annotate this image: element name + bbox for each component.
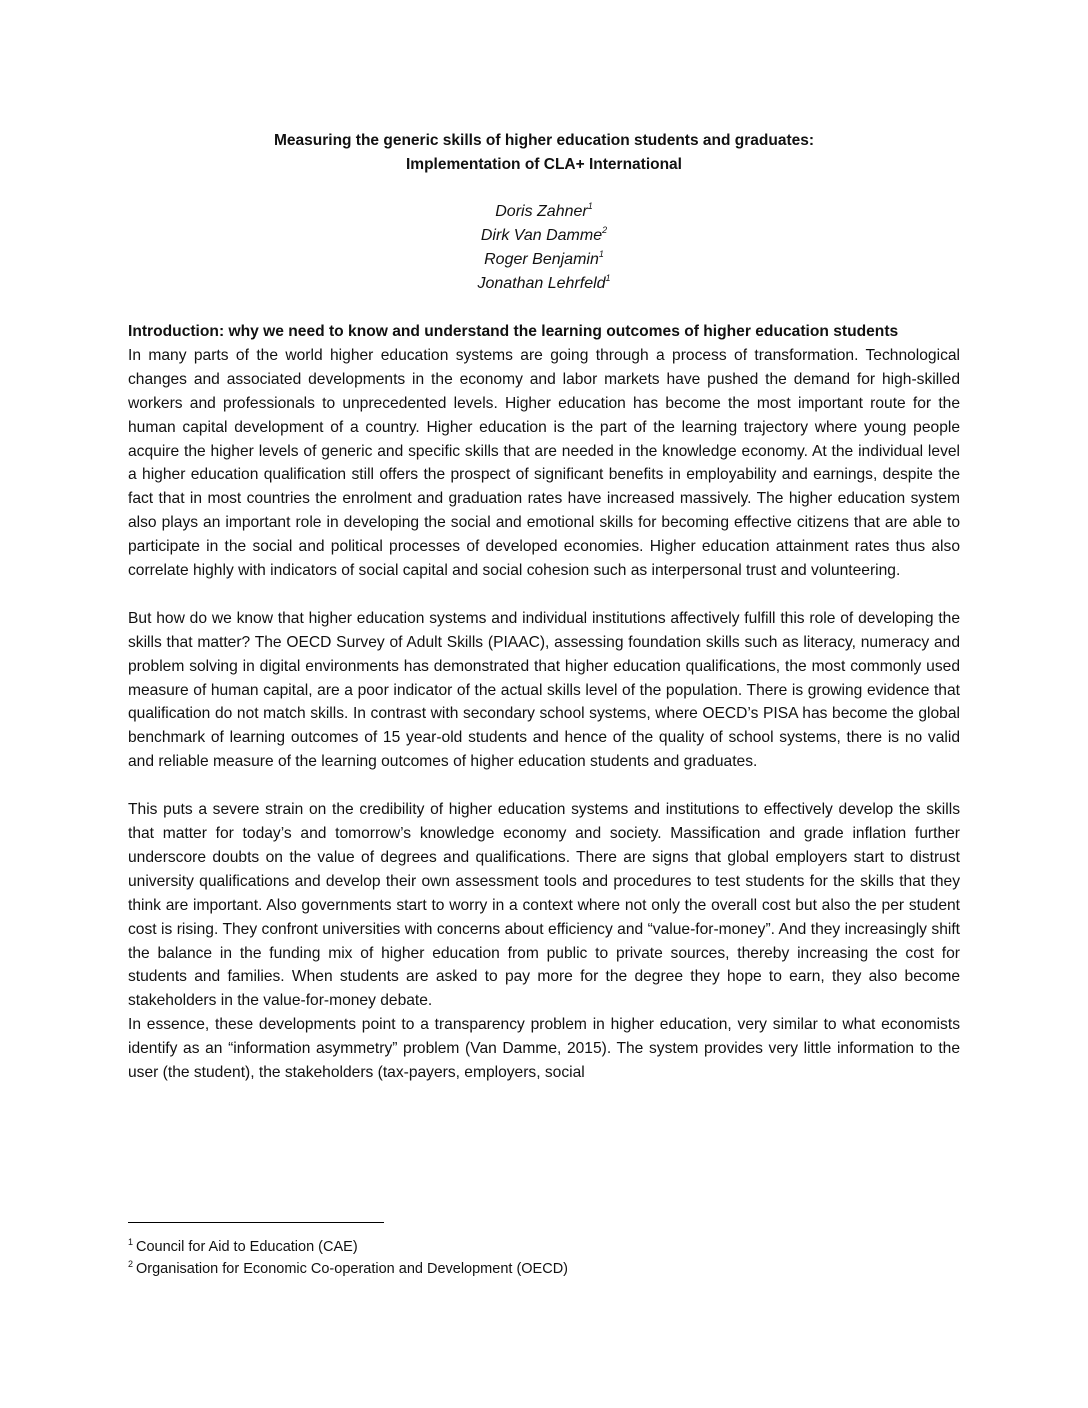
paper-title xyxy=(128,129,960,177)
footnote-mark: 2 xyxy=(128,1259,134,1269)
footnote-text: Organisation for Economic Co-operation and Development (OECD) xyxy=(136,1261,568,1277)
footnote-text: Council for Aid to Education (CAE) xyxy=(136,1239,358,1255)
author-name: Roger Benjamin xyxy=(484,251,599,268)
paragraph: In many parts of the world higher education systems are going through a process of transformation. Technological changes and associated developments in the economy and labor markets have pushed the demand for high-skilled workers and professionals to unprecedented levels. Higher education has become the most important route for the human capital development of a country. Higher education is the part of the learning trajectory where young people acquire the higher levels of generic and specific skills that are needed in the knowledge economy. At the individual level a higher education qualification still offers the prospect of significant benefits in employability and earnings, despite the fact that in most countries the enrolment and graduation rates have increased massively. The higher education system also plays an important role in developing the social and emotional skills for becoming effective citizens that are able to participate in the social and political processes of developed economies. Higher education attainment rates thus also correlate highly with indicators of social capital and social cohesion such as interpersonal trust and volunteering. xyxy=(128,346,960,580)
paragraph: In essence, these developments point to a transparency problem in higher education, very similar to what economists identify as an “information asymmetry” problem (Van Damme, 2015). The system provides very little information to the user (the student), the stakeholders (tax-payers, employers, social xyxy=(128,1016,960,1082)
title-line-1: Measuring the generic skills of higher education students and graduates: xyxy=(273,132,815,149)
paragraph-gap xyxy=(128,774,960,798)
footnote xyxy=(128,1236,960,1258)
author xyxy=(128,248,960,272)
author-affiliation-mark: 1 xyxy=(598,249,604,259)
paragraph: This puts a severe strain on the credibility of higher education systems and institutions to effectively develop the skills that matter for today’s and tomorrow’s knowledge economy and society. Massification and grade inflation further underscore doubts on the value of degrees and qualifications. There are signs that global employers start to distrust university qualifications and develop their own assessment tools and procedures to test students for the skills that they think are important. Also governments start to worry in a context where not only the overall cost but also the per student cost is rising. They confront universities with concerns about efficiency and “value-for-money”. And they increasingly shift the balance in the funding mix of higher education from public to private sources, thereby increasing the cost for students and families. When students are asked to pay more for the degree they hope to earn, they also become stakeholders in the value-for-money debate. xyxy=(128,801,960,1010)
footnote-mark: 1 xyxy=(128,1237,134,1247)
main-text xyxy=(128,320,960,1085)
author-name: Doris Zahner xyxy=(495,203,588,220)
paragraph: But how do we know that higher education systems and individual institutions affectively fulfill this role of developing the skills that matter? The OECD Survey of Adult Skills (PIAAC), assessing foundation skills such as literacy, numeracy and problem solving in digital environments has demonstrated that higher education qualifications, the most commonly used measure of human capital, are a poor indicator of the actual skills level of the population. There is growing evidence that qualification do not match skills. In contrast with secondary school systems, where OECD’s PISA has become the global benchmark of learning outcomes of 15 year-old students and hence of the quality of school systems, there is no valid and reliable measure of the learning outcomes of higher education students and graduates. xyxy=(128,609,960,771)
paragraph-gap xyxy=(128,583,960,607)
author-affiliation-mark: 1 xyxy=(587,201,593,211)
author-name: Jonathan Lehrfeld xyxy=(477,275,606,292)
author-list xyxy=(128,200,960,296)
author-name: Dirk Van Damme xyxy=(480,227,603,244)
footnote xyxy=(128,1258,960,1280)
author xyxy=(128,200,960,224)
footnotes xyxy=(128,1236,960,1280)
author xyxy=(128,272,960,296)
author xyxy=(128,224,960,248)
author-affiliation-mark: 1 xyxy=(605,273,611,283)
author-affiliation-mark: 2 xyxy=(602,225,608,235)
title-line-2: Implementation of CLA+ International xyxy=(405,156,682,173)
section-heading: Introduction: why we need to know and understand the learning outcomes of higher education students xyxy=(128,323,899,340)
footnote-separator xyxy=(128,1222,384,1223)
